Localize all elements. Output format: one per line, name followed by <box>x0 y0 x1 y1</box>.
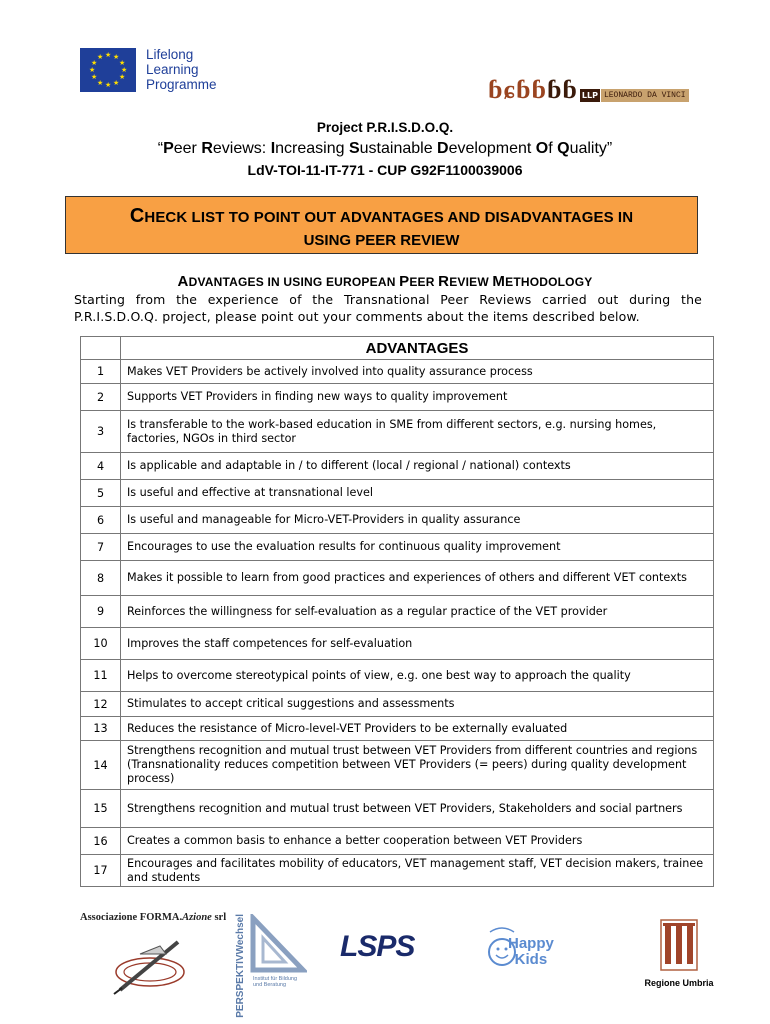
table-row <box>81 828 714 855</box>
row-number: 2 <box>81 384 121 411</box>
happy-line: Kids <box>514 951 548 968</box>
subtitle-segment: ETHODOLOGY <box>505 275 593 289</box>
row-text: Makes it possible to learn from good practices and experiences of others and different VET contexts <box>121 561 714 596</box>
perspektive-sub-line: und Beratung <box>253 982 287 988</box>
partner-glyph: ɓ <box>516 75 531 104</box>
row-text: Supports VET Providers in finding new ways to quality improvement <box>121 384 714 411</box>
row-number: 13 <box>81 717 121 741</box>
pen-illustration-icon <box>100 932 192 996</box>
lifelong-learning-logo <box>80 47 217 92</box>
row-number: 1 <box>81 360 121 384</box>
row-text: Improves the staff competences for self-evaluation <box>121 628 714 660</box>
table-row <box>81 507 714 534</box>
project-title-segment: P <box>163 140 174 157</box>
row-number: 17 <box>81 855 121 887</box>
project-title-segment: R <box>201 140 213 157</box>
row-text: Helps to overcome stereotypical points of view, e.g. one best way to approach the quality <box>121 660 714 692</box>
triangle-logo-icon <box>249 914 307 974</box>
row-text: Is useful and manageable for Micro-VET-Providers in quality assurance <box>121 507 714 534</box>
advantages-table <box>80 336 714 887</box>
project-title-segment: ustainable <box>359 140 438 157</box>
checklist-title-line2: USING PEER REVIEW <box>303 232 460 249</box>
eu-flag-icon: ★ ★ ★ ★ ★ ★ ★ ★ ★ ★ ★ ★ <box>80 48 136 92</box>
forma-azione-text <box>80 912 226 923</box>
row-number: 6 <box>81 507 121 534</box>
row-number: 4 <box>81 453 121 480</box>
subtitle-segment: R <box>438 273 450 290</box>
umbria-text: Regione Umbria <box>644 978 714 988</box>
row-number: 10 <box>81 628 121 660</box>
table-row <box>81 790 714 828</box>
partner-glyph: ɕ <box>503 75 516 104</box>
title-initial: C <box>129 205 145 227</box>
partner-glyph: ɓ <box>488 75 503 104</box>
row-text: Reinforces the willingness for self-evaluation as a regular practice of the VET provider <box>121 596 714 628</box>
row-number: 8 <box>81 561 121 596</box>
subtitle-segment: DVANTAGES IN USING EUROPEAN <box>188 275 400 289</box>
row-number: 9 <box>81 596 121 628</box>
header-num-cell <box>81 337 121 360</box>
checklist-title-line1 <box>66 205 697 228</box>
table-row <box>81 453 714 480</box>
project-title-segment: eviews: <box>212 140 271 157</box>
table-row <box>81 596 714 628</box>
subtitle-segment: A <box>177 273 189 290</box>
happy-line: Happy <box>508 935 554 952</box>
row-number: 7 <box>81 534 121 561</box>
checklist-title-box <box>65 196 698 254</box>
title-rest: HECK LIST TO POINT OUT ADVANTAGES AND DISADVANTAGES IN <box>144 209 634 226</box>
project-title-segment: O <box>535 140 549 157</box>
row-text: Is applicable and adaptable in / to different (local / regional / national) contexts <box>121 453 714 480</box>
partner-glyph: ɓ <box>531 75 546 104</box>
row-number: 3 <box>81 411 121 453</box>
perspektive-sub-line: Institut für Bildung <box>253 976 298 982</box>
subtitle-segment: M <box>492 273 506 290</box>
row-text: Strengthens recognition and mutual trust between VET Providers from different countries and regions (Transnationality reduces competition between VET Providers (= peers) during quality development process) <box>121 741 714 790</box>
project-title-segment: evelopment <box>448 140 536 157</box>
table-row <box>81 660 714 692</box>
project-full-title <box>0 140 770 158</box>
project-title-segment: f <box>548 140 558 157</box>
project-title-segment: S <box>348 140 360 157</box>
happy-kids-text <box>508 936 554 968</box>
perspektive-name: PERSPEKTIVWechsel <box>235 914 246 1018</box>
forma-suffix: srl <box>211 912 227 923</box>
row-number: 15 <box>81 790 121 828</box>
row-number: 14 <box>81 741 121 790</box>
table-row <box>81 534 714 561</box>
project-title-segment: eer <box>173 140 202 157</box>
intro-paragraph: Starting from the experience of the Transnational Peer Reviews carried out during the P.R.I.S.D.O.Q. project, please point out your comments about the items described below. <box>74 292 702 324</box>
eu-logo-line: Learning <box>146 62 199 77</box>
eu-logo-line: Lifelong <box>146 47 194 62</box>
forma-italic: Azione <box>182 912 212 923</box>
llp-badge: LLP <box>581 91 598 100</box>
table-row <box>81 717 714 741</box>
row-text: Encourages to use the evaluation results for continuous quality improvement <box>121 534 714 561</box>
row-text: Makes VET Providers be actively involved into quality assurance process <box>121 360 714 384</box>
leonardo-partner-logo <box>488 75 689 104</box>
row-text: Strengthens recognition and mutual trust between VET Providers, Stakeholders and social partners <box>121 790 714 828</box>
table-header-row <box>81 337 714 360</box>
row-text: Is useful and effective at transnational level <box>121 480 714 507</box>
row-number: 12 <box>81 692 121 717</box>
row-number: 16 <box>81 828 121 855</box>
table-row <box>81 692 714 717</box>
happy-kids-logo <box>486 922 578 982</box>
row-text: Is transferable to the work-based education in SME from different sectors, e.g. nursing homes, factories, NGOs in third sector <box>121 411 714 453</box>
project-title-segment: I <box>270 140 276 157</box>
umbria-emblem-icon <box>659 918 699 972</box>
project-code: LdV-TOI-11-IT-771 - CUP G92F1100039006 <box>247 162 523 178</box>
partner-glyph: ɓ <box>546 75 562 104</box>
eu-logo-text <box>146 47 217 92</box>
subtitle-segment: P <box>399 273 410 290</box>
project-title-segment: D <box>437 140 449 157</box>
table-row <box>81 855 714 887</box>
subtitle-segment: EVIEW <box>449 275 493 289</box>
project-name: Project P.R.I.S.D.O.Q. <box>316 120 454 135</box>
table-row <box>81 741 714 790</box>
row-text: Creates a common basis to enhance a better cooperation between VET Providers <box>121 828 714 855</box>
row-text: Reduces the resistance of Micro-level-VET Providers to be externally evaluated <box>121 717 714 741</box>
table-row <box>81 384 714 411</box>
section-subtitle <box>0 273 770 290</box>
project-title-segment: “ <box>157 140 164 157</box>
eu-logo-line: Programme <box>146 77 217 92</box>
lsps-text: LSPS <box>340 930 415 963</box>
subtitle-segment: EER <box>409 275 439 289</box>
table-row <box>81 411 714 453</box>
perspektivwechsel-logo <box>231 908 313 1018</box>
table-row <box>81 360 714 384</box>
partner-glyph: ɓ <box>562 75 577 104</box>
leonardo-badge: LEONARDO DA VINCI <box>601 89 689 102</box>
project-title-segment: uality” <box>569 140 613 157</box>
project-title-segment: ncreasing <box>275 140 349 157</box>
advantages-header: ADVANTAGES <box>121 337 714 360</box>
row-number: 11 <box>81 660 121 692</box>
row-text: Stimulates to accept critical suggestions and assessments <box>121 692 714 717</box>
row-text: Encourages and facilitates mobility of educators, VET management staff, VET decision makers, trainee and students <box>121 855 714 887</box>
table-row <box>81 628 714 660</box>
project-title-segment: Q <box>557 140 570 157</box>
perspektive-subtitle <box>253 976 297 988</box>
forma-prefix: Associazione FORMA. <box>80 912 183 923</box>
forma-azione-logo <box>80 912 226 923</box>
lsps-logo <box>340 930 414 964</box>
table-row <box>81 480 714 507</box>
regione-umbria-logo <box>640 918 718 988</box>
row-number: 5 <box>81 480 121 507</box>
table-row <box>81 561 714 596</box>
